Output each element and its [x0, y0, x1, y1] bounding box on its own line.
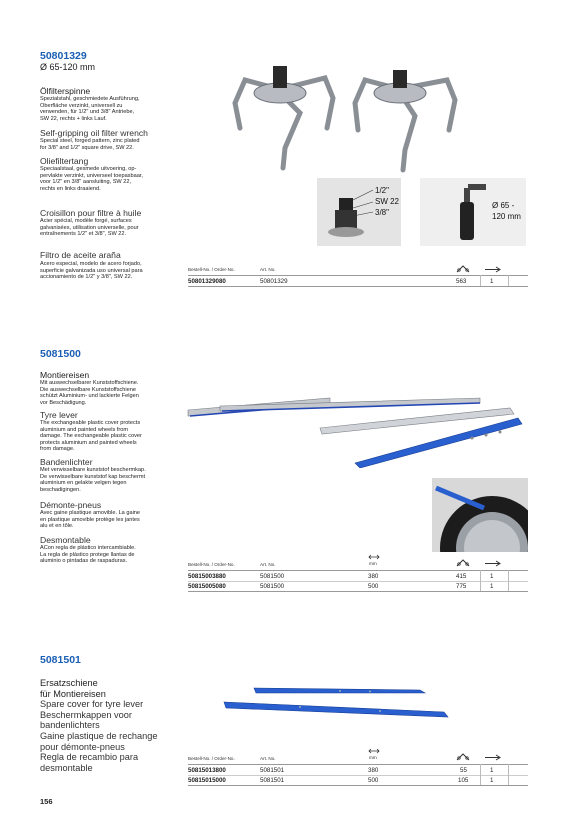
s1-row-0-qty: 1: [490, 278, 494, 285]
s1-row-0-art: 50801329: [260, 278, 288, 285]
length-icon: [368, 554, 380, 560]
s2-de-title: Montiereisen: [40, 370, 90, 380]
s3-en-title: Spare cover for tyre lever: [40, 699, 144, 710]
weight-icon: [456, 753, 470, 761]
s2-hdr-mm: mm: [369, 561, 377, 566]
s3-product-code: 5081501: [40, 654, 81, 666]
length-icon: [368, 748, 380, 754]
s2-row-1-weight: 775: [456, 583, 467, 590]
s3-row-0-qty: 1: [490, 767, 494, 774]
s1-en-text: Special steel, forged pattern, zinc plated for 3/8" and 1/2" square drive, SW 22.: [40, 138, 140, 151]
s3-fr-title-2: pour démonte-pneus: [40, 741, 125, 752]
s2-row-0-mm: 380: [368, 573, 379, 580]
s2-fr-title: Démonte-pneus: [40, 500, 102, 510]
s1-row-0-order: 50801329080: [188, 278, 226, 285]
s2-order-table: [188, 552, 528, 596]
s3-es-title-1: Regla de recambio para: [40, 752, 139, 763]
s2-row-0-qty: 1: [490, 573, 494, 580]
s2-en-text: The exchangeable plastic cover protects aluminium and painted wheels from damage. The exchangeable plastic cover protects aluminium and painted wheels from damage.: [40, 420, 142, 453]
drive-detail-photo: [317, 178, 401, 246]
s2-es-text: ACon regla de plástico intercambiable. La regla de plástico protege llantas de aluminio o pintadas de raspaduras.: [40, 545, 136, 565]
s3-row-0-mm: 380: [368, 767, 379, 774]
s3-nl-title-2: bandenlichters: [40, 720, 100, 731]
oil-filter-wrench-image: [215, 58, 475, 178]
s3-row-1-mm: 500: [368, 777, 379, 784]
weight-icon: [456, 559, 470, 567]
s1-hdr-art: Art. No.: [260, 267, 276, 272]
drive-label-0: 1/2": [375, 186, 389, 195]
diameter-label-0: Ø 65 -: [492, 201, 515, 210]
pack-qty-icon: [484, 754, 502, 761]
s1-nl-text: Speciaalstaal, gesmede uitvoering, op- pervlakte verzinkt, universeel toepasbaar, voor 1/2" en 3/8" aansluiting, SW 22, rechts en links draaiend.: [40, 166, 143, 192]
s3-order-table: [188, 746, 528, 790]
s3-hdr-art: Art. No.: [260, 756, 276, 761]
s3-nl-title-1: Beschermkappen voor: [40, 709, 132, 720]
s1-nl-title: Oliefiltertang: [40, 156, 89, 166]
s1-fr-title: Croisillon pour filtre à huile: [40, 208, 142, 218]
s3-titles: [40, 678, 157, 773]
tyre-photo: [432, 478, 528, 552]
s2-hdr-order: Bestell-No. / Order-No.: [188, 562, 235, 567]
s1-order-table: [188, 265, 528, 295]
diameter-label-1: 120 mm: [492, 212, 521, 221]
s2-row-1-order: 50815005080: [188, 583, 226, 590]
s3-row-1-qty: 1: [490, 777, 494, 784]
s3-row-0-art: 5081501: [260, 767, 285, 774]
s2-es-title: Desmontable: [40, 535, 91, 545]
s1-size: Ø 65-120 mm: [40, 62, 96, 72]
s1-es-text: Acero especial, modelo de acero forjado, superficie galvanizada uso universal para accionamiento de 1/2" y 3/8", SW 22.: [40, 261, 143, 281]
s2-row-1-qty: 1: [490, 583, 494, 590]
drive-label-1: SW 22: [375, 197, 400, 206]
s3-fr-title-1: Gaine plastique de rechange: [40, 730, 158, 741]
diameter-detail-photo: [420, 178, 526, 246]
s2-product-code: 5081500: [40, 348, 81, 360]
page-number: 156: [40, 797, 53, 806]
s2-row-0-order: 50815003880: [188, 573, 226, 580]
spare-cover-image: [220, 684, 450, 724]
s2-en-title: Tyre lever: [40, 410, 78, 420]
s1-hdr-order: Bestell-No. / Order-No.: [188, 267, 235, 272]
s3-row-0-weight: 55: [460, 767, 467, 774]
pack-qty-icon: [484, 266, 502, 273]
s3-de-title-2: für Montiereisen: [40, 688, 106, 699]
s2-nl-text: Met verwisselbare kunststof beschermkap. De verwisselbare kunststof kap beschermt aluminium en gelakte velgen tegen beschadigingen.: [40, 467, 146, 493]
s1-row-0-weight: 563: [456, 278, 467, 285]
s2-row-1-mm: 500: [368, 583, 379, 590]
tyre-lever-image: [180, 388, 530, 468]
s3-hdr-mm: mm: [369, 755, 377, 760]
s2-row-0-weight: 415: [456, 573, 467, 580]
s3-de-title-1: Ersatzschiene: [40, 678, 98, 688]
s3-row-0-order: 50815013800: [188, 767, 226, 774]
s3-es-title-2: desmontable: [40, 762, 93, 773]
pack-qty-icon: [484, 560, 502, 567]
s3-row-1-art: 5081501: [260, 777, 285, 784]
s2-hdr-art: Art. No.: [260, 562, 276, 567]
s3-row-1-weight: 105: [458, 777, 469, 784]
s1-product-code: 50801329: [40, 50, 87, 62]
s2-fr-text: Avec gaine plastique amovible. La gaine en plastique amovible protège les jantes alu et en tôle.: [40, 510, 141, 530]
s3-hdr-order: Bestell-No. / Order-No.: [188, 756, 235, 761]
s1-fr-text: Acier spécial, modèle forgé, surfaces galvanisées, utilisation universelle, pour entraînements 1/2" et 3/8", SW 22.: [40, 218, 139, 238]
s2-row-0-art: 5081500: [260, 573, 285, 580]
s3-row-1-order: 50815015000: [188, 777, 226, 784]
s2-nl-title: Bandenlichter: [40, 457, 93, 467]
s1-de-title: Ölfilterspinne: [40, 86, 91, 96]
drive-label-2: 3/8": [375, 208, 389, 217]
s2-row-1-art: 5081500: [260, 583, 285, 590]
weight-icon: [456, 265, 470, 273]
s1-es-title: Filtro de aceite araña: [40, 250, 121, 260]
s1-en-title: Self-gripping oil filter wrench: [40, 128, 148, 138]
s2-de-text: Mit auswechselbarer Kunststoffschiene. Die auswechselbare Kunststoffschiene schützt Aluminium- und lackierte Felgen vor Beschädigung.: [40, 380, 139, 406]
s1-de-text: Spezialstahl, geschmiedete Ausführung, Oberfläche verzinkt, universell zu verwenden, für 1/2" und 3/8" Antriebe, SW 22, rechts + links Lauf.: [40, 96, 140, 122]
